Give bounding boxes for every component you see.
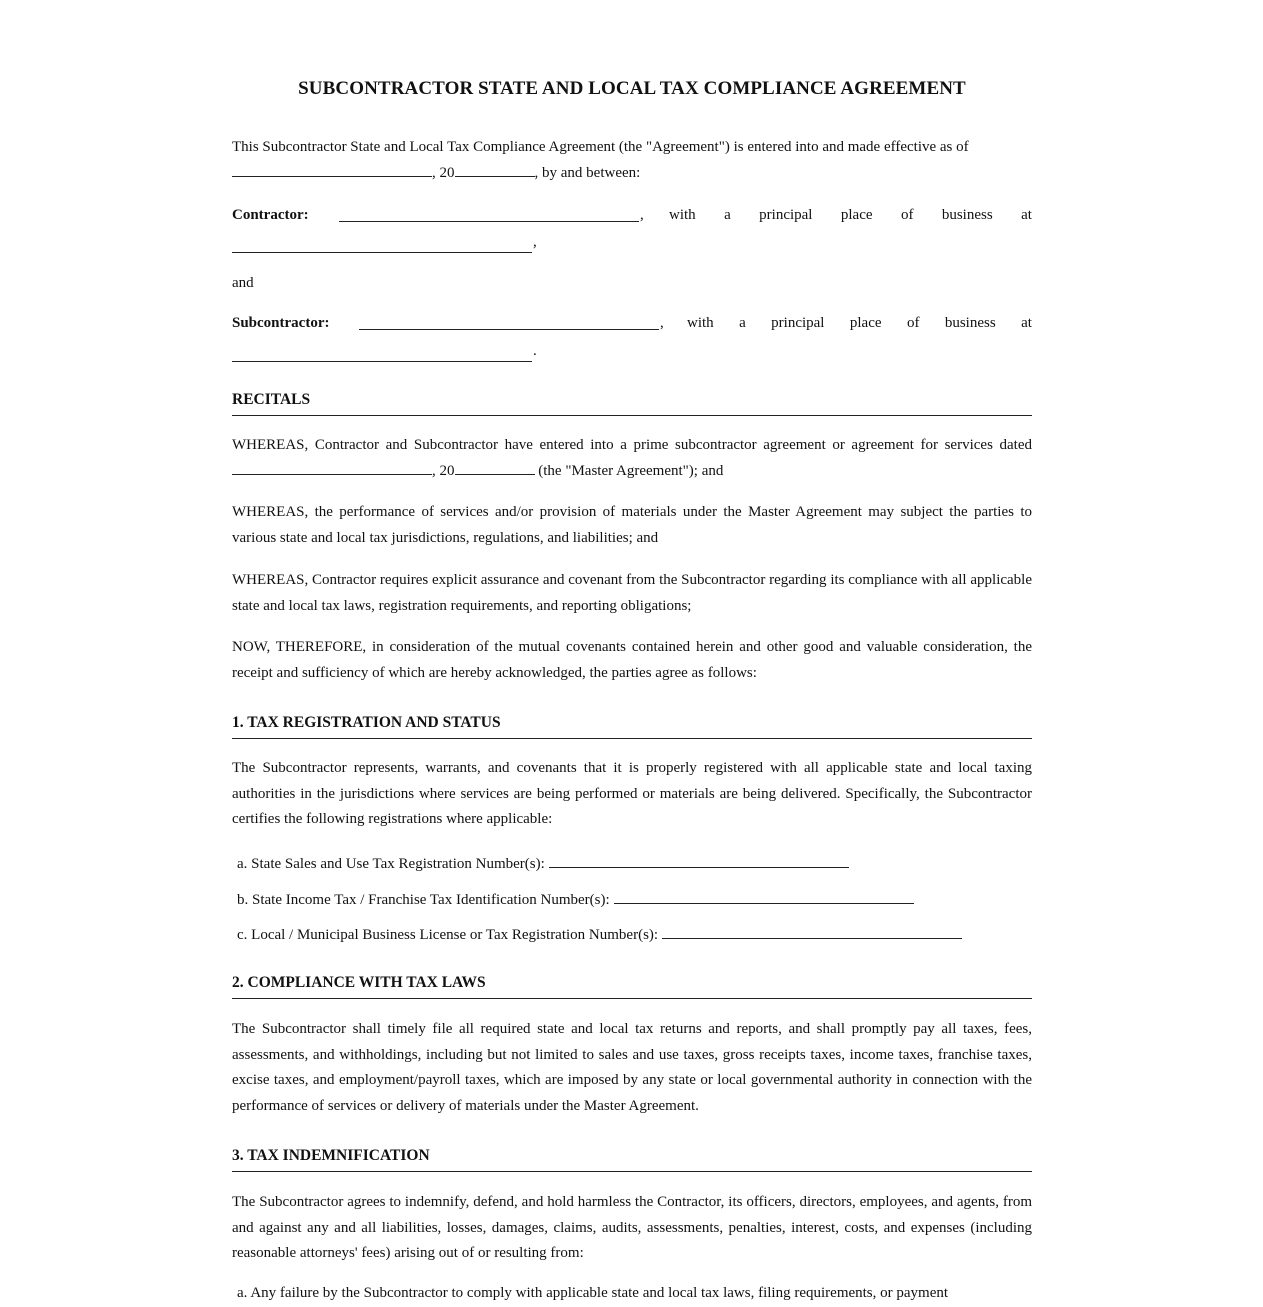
document-title: SUBCONTRACTOR STATE AND LOCAL TAX COMPLIANCE AGREEMENT <box>298 78 966 99</box>
subcontractor-word: principal <box>771 315 825 331</box>
subcontractor-word: of <box>906 315 920 331</box>
whereas-2: WHEREAS, the performance of services and/or provision of materials under the Master Agreement may subject the parties to various state and local tax jurisdictions, regulations, and liabilities; and <box>232 504 1032 546</box>
effective-year-field[interactable] <box>455 162 535 177</box>
registration-item-c <box>237 924 962 944</box>
contractor-word: place <box>840 207 873 223</box>
subcontractor-word: place <box>849 315 882 331</box>
now-therefore: NOW, THEREFORE, in consideration of the mutual covenants contained herein and other good and valuable consideration, the receipt and sufficiency of which are hereby acknowledged, the parties agree as follows: <box>232 639 1032 681</box>
contractor-word: of <box>900 207 914 223</box>
contractor-label: Contractor: <box>232 207 309 223</box>
contractor-word: a <box>724 207 731 223</box>
contractor-name-field[interactable] <box>339 207 639 222</box>
section-1-heading: 1. TAX REGISTRATION AND STATUS <box>232 714 1032 739</box>
registration-item-a-label: a. State Sales and Use Tax Registration Number(s): <box>237 856 545 872</box>
subcontractor-label: Subcontractor: <box>232 315 330 331</box>
section-1-body: The Subcontractor represents, warrants, and covenants that it is properly registered with all applicable state and local taxing authorities in the jurisdictions where services are being performed or materials are being delivered. Specifically, the Subcontractor certifies the following registrations where applicable: <box>232 760 1032 827</box>
contractor-address-field[interactable] <box>232 234 532 253</box>
intro-year-prefix: , 20 <box>432 164 455 181</box>
subcontractor-address-end: . <box>533 343 537 359</box>
contractor-word: with <box>669 207 696 223</box>
local-license-number-field[interactable] <box>662 924 962 939</box>
contractor-row <box>232 207 1032 233</box>
subcontractor-word: business <box>944 315 996 331</box>
subcontractor-word: at <box>1021 315 1032 331</box>
section-3-item-a: a. Any failure by the Subcontractor to comply with applicable state and local tax laws, filing requirements, or payment <box>237 1285 949 1301</box>
subcontractor-word: with <box>687 315 714 331</box>
master-agreement-date-field[interactable] <box>232 460 432 475</box>
subcontractor-principal-text <box>687 315 1032 332</box>
registration-item-b <box>237 889 914 909</box>
intro-paragraph <box>232 135 1032 186</box>
recitals-heading: RECITALS <box>232 391 1032 416</box>
whereas-1-text: WHEREAS, Contractor and Subcontractor have entered into a prime subcontractor agreement or agreement for services dated <box>232 437 1032 453</box>
subcontractor-name-field[interactable] <box>359 315 659 330</box>
intro-tail: , by and between: <box>534 164 641 181</box>
intro-text: This Subcontractor State and Local Tax Compliance Agreement (the "Agreement") is entered into and made effective as of <box>232 139 969 155</box>
effective-date-field[interactable] <box>232 162 432 177</box>
section-2-heading: 2. COMPLIANCE WITH TAX LAWS <box>232 974 1032 999</box>
whereas-1 <box>232 433 1032 484</box>
subcontractor-address-field[interactable] <box>232 343 532 362</box>
whereas-3: WHEREAS, Contractor requires explicit assurance and covenant from the Subcontractor regarding its compliance with all applicable state and local tax laws, registration requirements, and reporting obligations; <box>232 572 1032 614</box>
master-agreement-year-field[interactable] <box>455 460 535 475</box>
section-3-heading: 3. TAX INDEMNIFICATION <box>232 1147 1032 1172</box>
subcontractor-comma: , <box>660 315 664 331</box>
registration-item-c-label: c. Local / Municipal Business License or Tax Registration Number(s): <box>237 927 659 943</box>
contractor-address-end: , <box>533 234 537 250</box>
and-text: and <box>232 275 254 291</box>
income-tax-number-field[interactable] <box>614 889 914 904</box>
whereas-1-year-prefix: , 20 <box>432 462 455 479</box>
registration-item-a <box>237 853 849 873</box>
contractor-word: principal <box>759 207 813 223</box>
subcontractor-word: a <box>739 315 746 331</box>
subcontractor-row <box>232 315 1032 341</box>
contractor-word: at <box>1021 207 1032 223</box>
sales-tax-number-field[interactable] <box>549 853 849 868</box>
contractor-principal-text <box>669 207 1032 224</box>
registration-item-b-label: b. State Income Tax / Franchise Tax Identification Number(s): <box>237 892 610 908</box>
section-3-body: The Subcontractor agrees to indemnify, defend, and hold harmless the Contractor, its officers, directors, employees, and agents, from and against any and all liabilities, losses, damages, claims, audits, assessments, penalties, interest, costs, and expenses (including reasonable attorneys' fees) arising out of or resulting from: <box>232 1194 1032 1261</box>
contractor-word: business <box>941 207 993 223</box>
whereas-1-tail: (the "Master Agreement"); and <box>538 462 724 479</box>
section-2-body: The Subcontractor shall timely file all required state and local tax returns and reports, and shall promptly pay all taxes, fees, assessments, and withholdings, including but not limited to sales and use taxes, gross receipts taxes, income taxes, franchise taxes, excise taxes, and employment/payroll taxes, which are imposed by any state or local governmental authority in connection with the performance of services or delivery of materials under the Master Agreement. <box>232 1021 1032 1114</box>
contractor-comma: , <box>640 207 644 223</box>
